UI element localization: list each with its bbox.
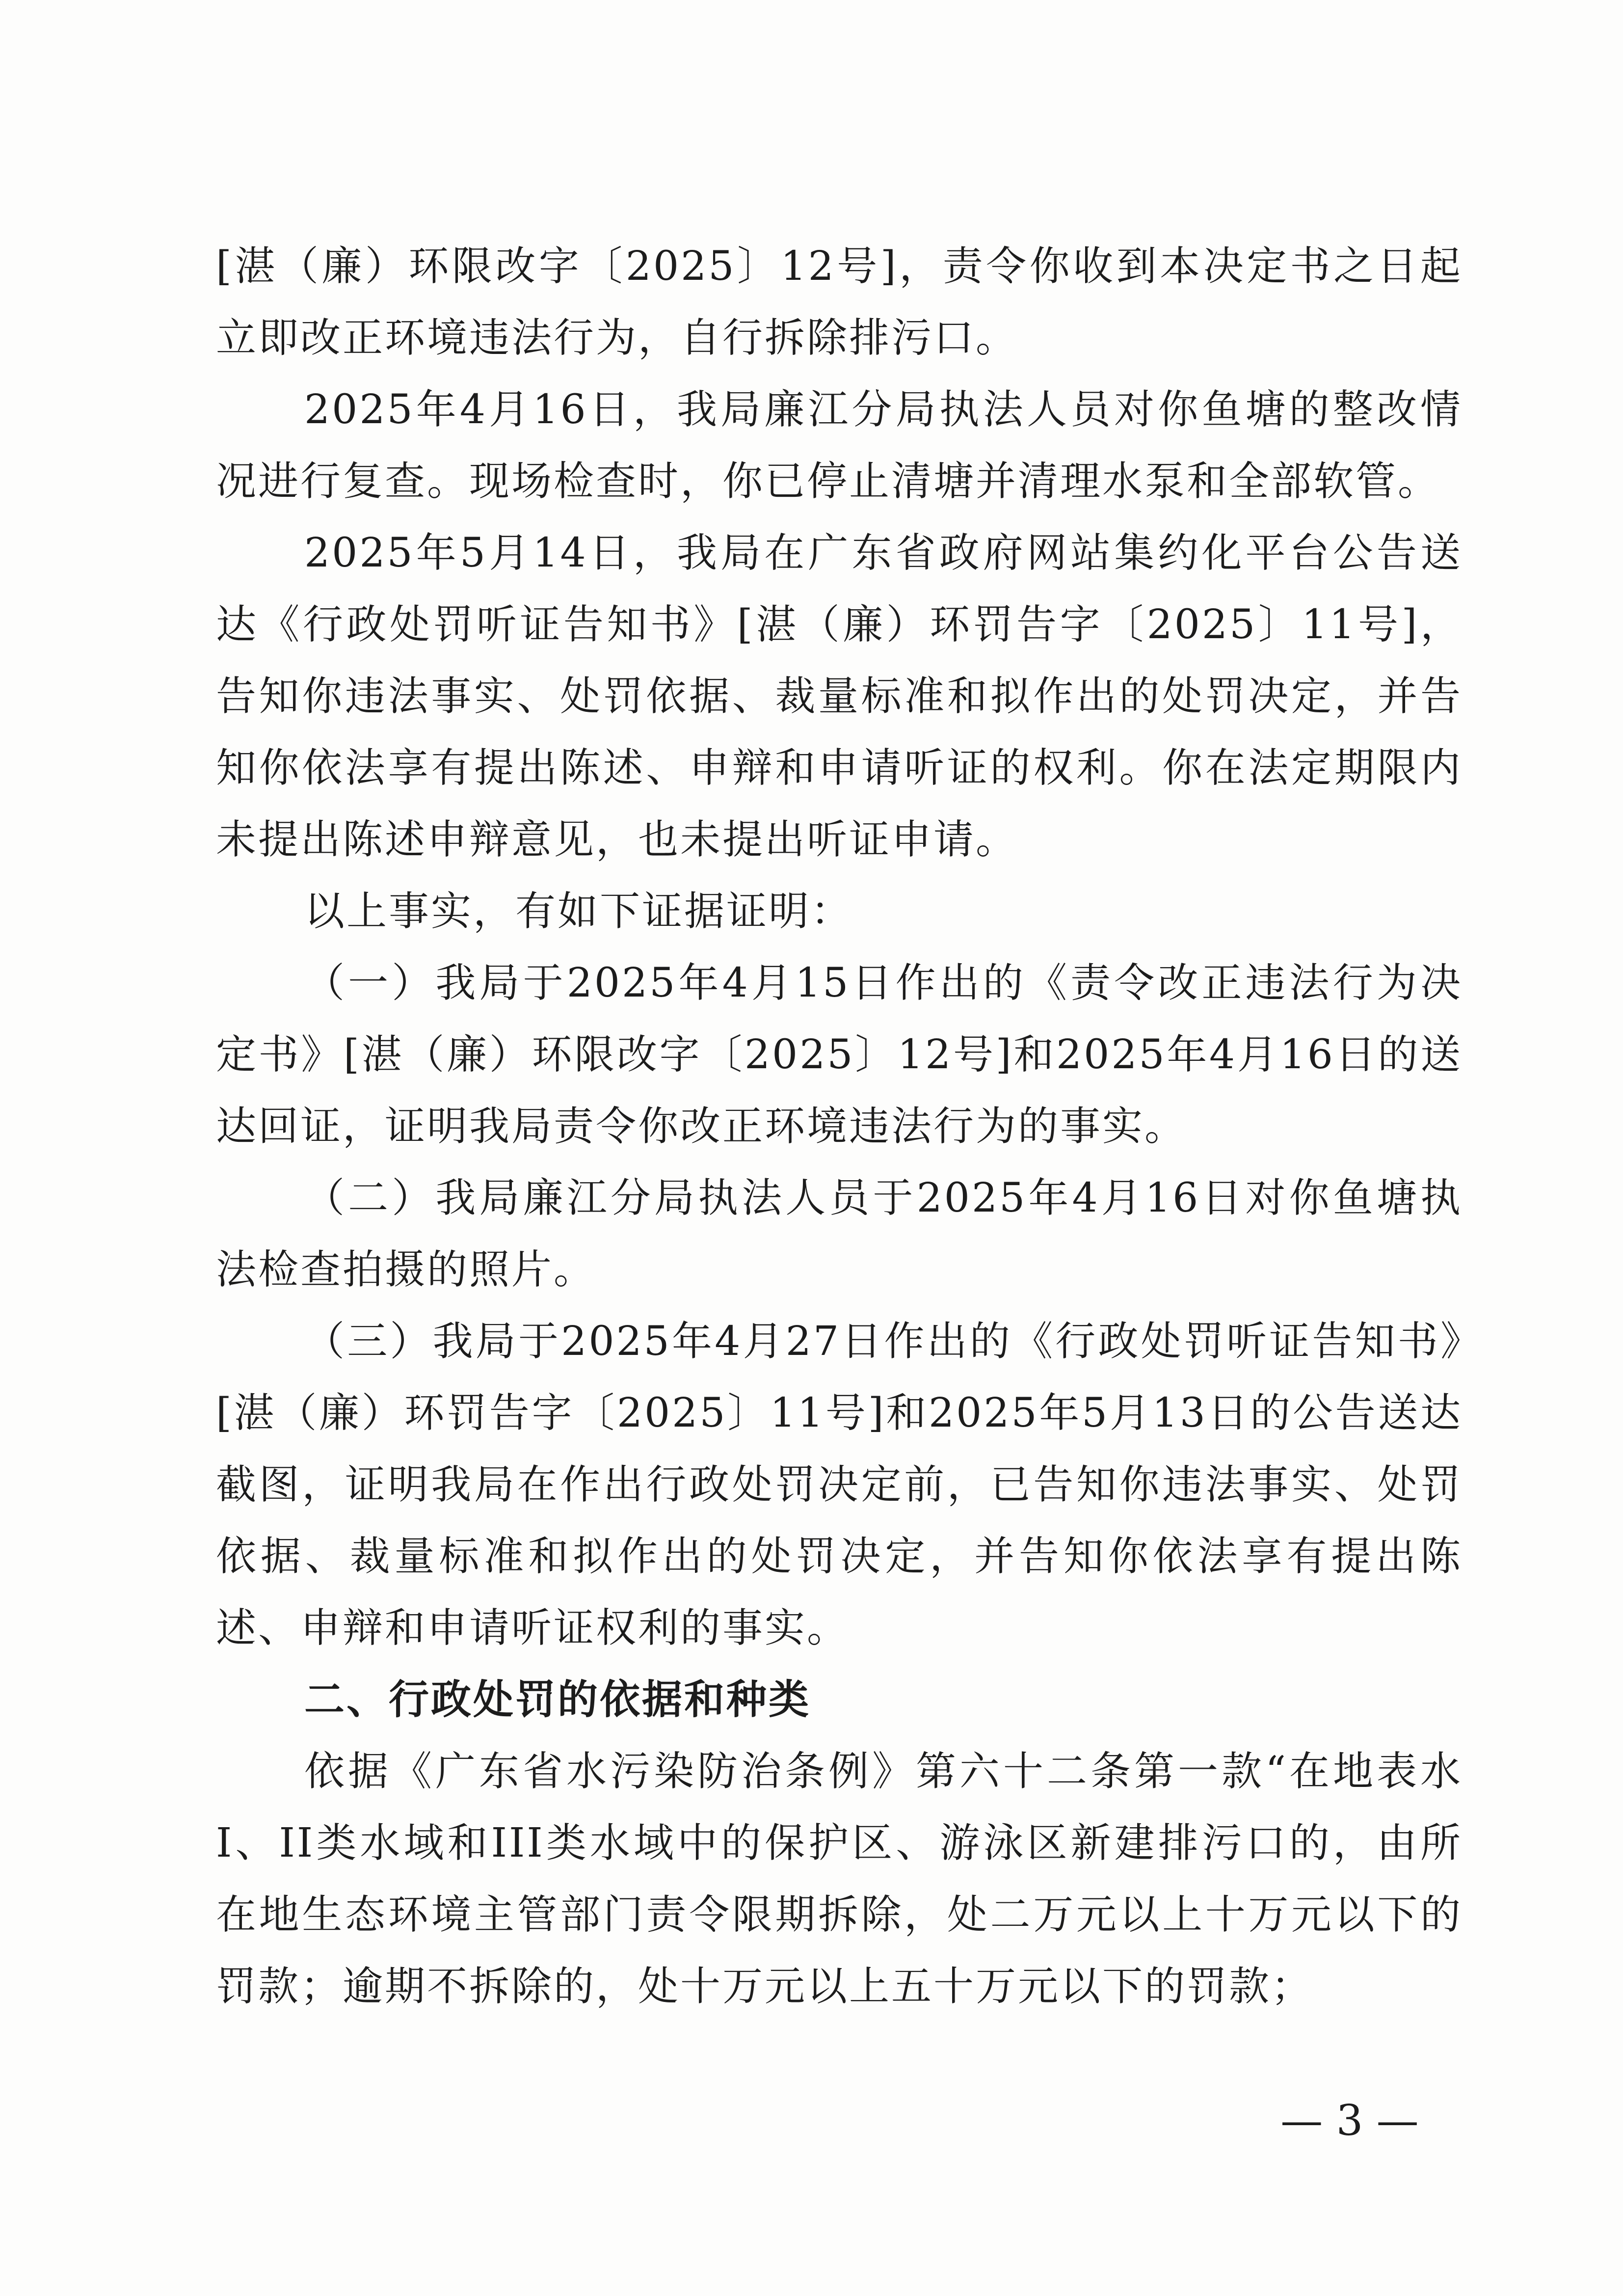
- paragraph-legal-basis: 依据《广东省水污染防治条例》第六十二条第一款“在地表水I、II类水域和III类水域中的保护区、游泳区新建排污口的，由所在地生态环境主管部门责令限期拆除，处二万元以上十万元以下的罚款；逾期不拆除的，处十万元以上五十万元以下的罚款；: [216, 1748, 1463, 2010]
- paragraph-1: [湛（廉）环限改字〔2025〕12号]，责令你收到本决定书之日起立即改正环境违法行为，自行拆除排污口。: [216, 243, 1463, 361]
- page-number: — 3 —: [1280, 2096, 1419, 2145]
- evidence-item-1: （一）我局于2025年4月15日作出的《责令改正违法行为决定书》[湛（廉）环限改字〔2025〕12号]和2025年4月16日的送达回证，证明我局责令你改正环境违法行为的事实。: [216, 960, 1463, 1150]
- evidence-item-3: （三）我局于2025年4月27日作出的《行政处罚听证告知书》[湛（廉）环罚告字〔2025〕11号]和2025年5月13日的公告送达截图，证明我局在作出行政处罚决定前，已告知你违法事实、处罚依据、裁量标准和拟作出的处罚决定，并告知你依法享有提出陈述、申辩和申请听证权利的事实。: [216, 1318, 1463, 1651]
- paragraph-3: 2025年5月14日，我局在广东省政府网站集约化平台公告送达《行政处罚听证告知书》[湛（廉）环罚告字〔2025〕11号]，告知你违法事实、处罚依据、裁量标准和拟作出的处罚决定，并告知你依法享有提出陈述、申辩和申请听证的权利。你在法定期限内未提出陈述申辩意见，也未提出听证申请。: [216, 530, 1463, 863]
- document-body: [216, 231, 1463, 2023]
- paragraph-2: 2025年4月16日，我局廉江分局执法人员对你鱼塘的整改情况进行复查。现场检查时，你已停止清塘并清理水泵和全部软管。: [216, 386, 1463, 505]
- paragraph-4: 以上事实，有如下证据证明：: [304, 888, 853, 935]
- evidence-item-2: （二）我局廉江分局执法人员于2025年4月16日对你鱼塘执法检查拍摄的照片。: [216, 1175, 1463, 1293]
- section-heading: 二、行政处罚的依据和种类: [304, 1676, 811, 1723]
